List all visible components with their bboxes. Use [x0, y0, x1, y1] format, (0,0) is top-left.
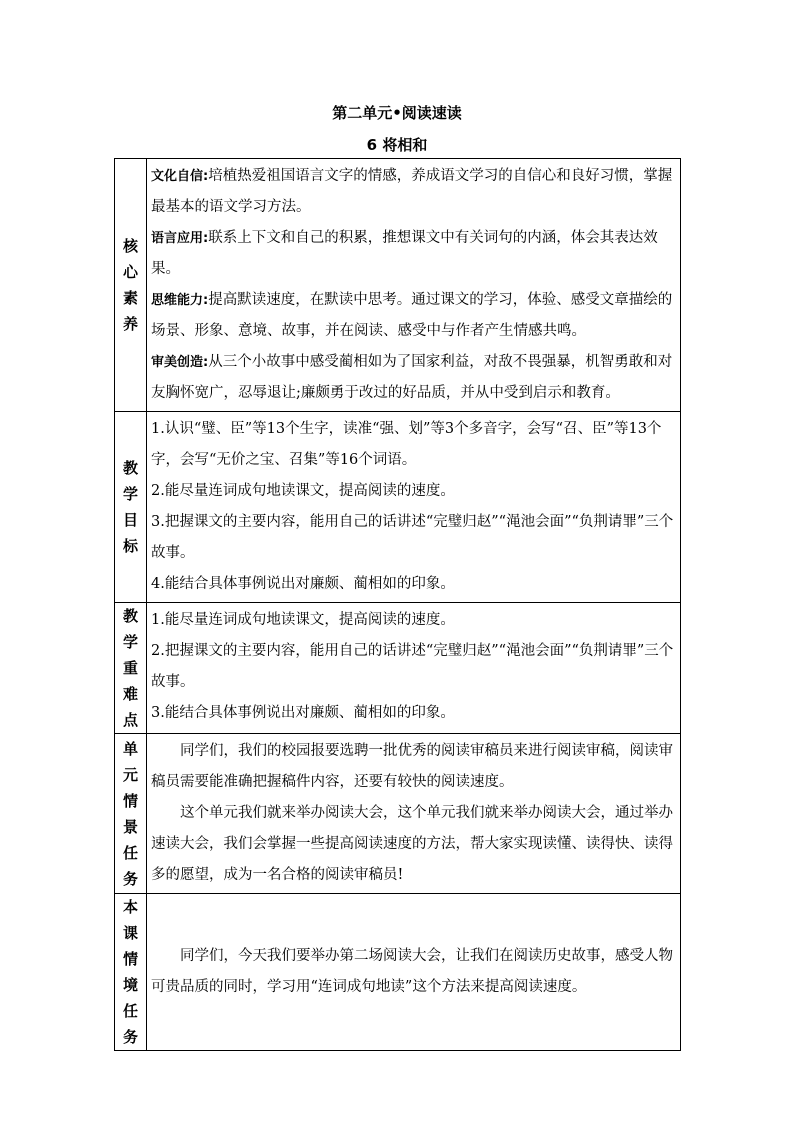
row-body-key-points — [147, 603, 681, 734]
goal-item: 3.把握课文的主要内容，能用自己的话讲述“完璧归赵”“渑池会面”“负荆请罪”三个故事。 — [151, 514, 674, 561]
row-label: 核心素养 — [123, 237, 139, 333]
literacy-item — [151, 285, 674, 347]
row-header-key-points — [115, 603, 147, 734]
unit-task-paragraph: 同学们，我们的校园报要选聘一批优秀的阅读审稿员来进行阅读审稿，阅读审稿员需要能准确把握稿件内容，还要有较快的阅读速度。 — [151, 743, 673, 790]
row-label: 单元情景任务 — [123, 739, 139, 888]
key-point-item: 2.把握课文的主要内容，能用自己的话讲述“完璧归赵”“渑池会面”“负荆请罪”三个故事。 — [151, 643, 674, 690]
literacy-item-text: 联系上下文和自己的积累，推想课文中有关词句的内涵，体会其表达效果。 — [151, 230, 658, 277]
row-unit-task — [115, 734, 681, 894]
literacy-item-label: 思维能力: — [151, 293, 209, 308]
row-key-points — [115, 603, 681, 734]
row-label: 本课情境任务 — [123, 898, 139, 1046]
row-header-unit-task — [115, 734, 147, 894]
row-core-literacy — [115, 159, 681, 412]
key-point-item: 1.能尽量连词成句地读课文，提高阅读的速度。 — [151, 612, 455, 628]
row-body-lesson-task — [147, 894, 681, 1051]
goal-item: 1.认识“璧、臣”等13个生字，读准“强、划”等3个多音字，会写“召、臣”等13个字，会写“无价之宝、召集”等16个词语。 — [151, 421, 662, 468]
lesson-task-paragraph: 同学们，今天我们要举办第二场阅读大会，让我们在阅读历史故事，感受人物可贵品质的同时，学习用“连词成句地读”这个方法来提高阅读速度。 — [151, 948, 673, 995]
row-header-core-literacy — [115, 159, 147, 412]
row-lesson-task — [115, 894, 681, 1051]
goal-item: 2.能尽量连词成句地读课文，提高阅读的速度。 — [151, 483, 455, 499]
goal-item: 4.能结合具体事例说出对廉颇、蔺相如的印象。 — [151, 576, 455, 592]
row-header-teaching-goals — [115, 412, 147, 603]
literacy-item — [151, 161, 674, 223]
row-body-unit-task — [147, 734, 681, 894]
row-body-core-literacy — [147, 159, 681, 412]
literacy-item-label: 语言应用: — [151, 231, 209, 246]
row-teaching-goals — [115, 412, 681, 603]
row-label: 教学重难点 — [123, 607, 139, 729]
key-point-item: 3.能结合具体事例说出对廉颇、蔺相如的印象。 — [151, 705, 455, 721]
unit-title: 第二单元•阅读速读 — [332, 104, 462, 122]
literacy-item-text: 提高默读速度，在默读中思考。通过课文的学习，体验、感受文章描绘的场景、形象、意境、故事，并在阅读、感受中与作者产生情感共鸣。 — [151, 292, 673, 339]
literacy-item-label: 文化自信: — [151, 169, 209, 184]
row-header-lesson-task — [115, 894, 147, 1051]
literacy-item-text: 从三个小故事中感受蔺相如为了国家利益，对敌不畏强暴，机智勇敢和对友胸怀宽广，忍辱退让;廉颇勇于改过的好品质，并从中受到启示和教育。 — [151, 354, 673, 401]
literacy-item — [151, 347, 674, 409]
literacy-item-label: 审美创造: — [151, 355, 209, 370]
row-body-teaching-goals — [147, 412, 681, 603]
literacy-item-text: 培植热爱祖国语言文字的情感，养成语文学习的自信心和良好习惯，掌握最基本的语文学习方法。 — [151, 168, 673, 215]
unit-task-paragraph: 这个单元我们就来举办阅读大会，这个单元我们就来举办阅读大会，通过举办速读大会，我们会掌握一些提高阅读速度的方法，帮大家实现读懂、读得快、读得多的愿望，成为一名合格的阅读审稿员! — [151, 805, 673, 883]
lesson-title: 6 将相和 — [366, 136, 428, 154]
lesson-plan-table — [114, 158, 681, 1051]
literacy-item — [151, 223, 674, 285]
row-label: 教学目标 — [123, 459, 139, 555]
